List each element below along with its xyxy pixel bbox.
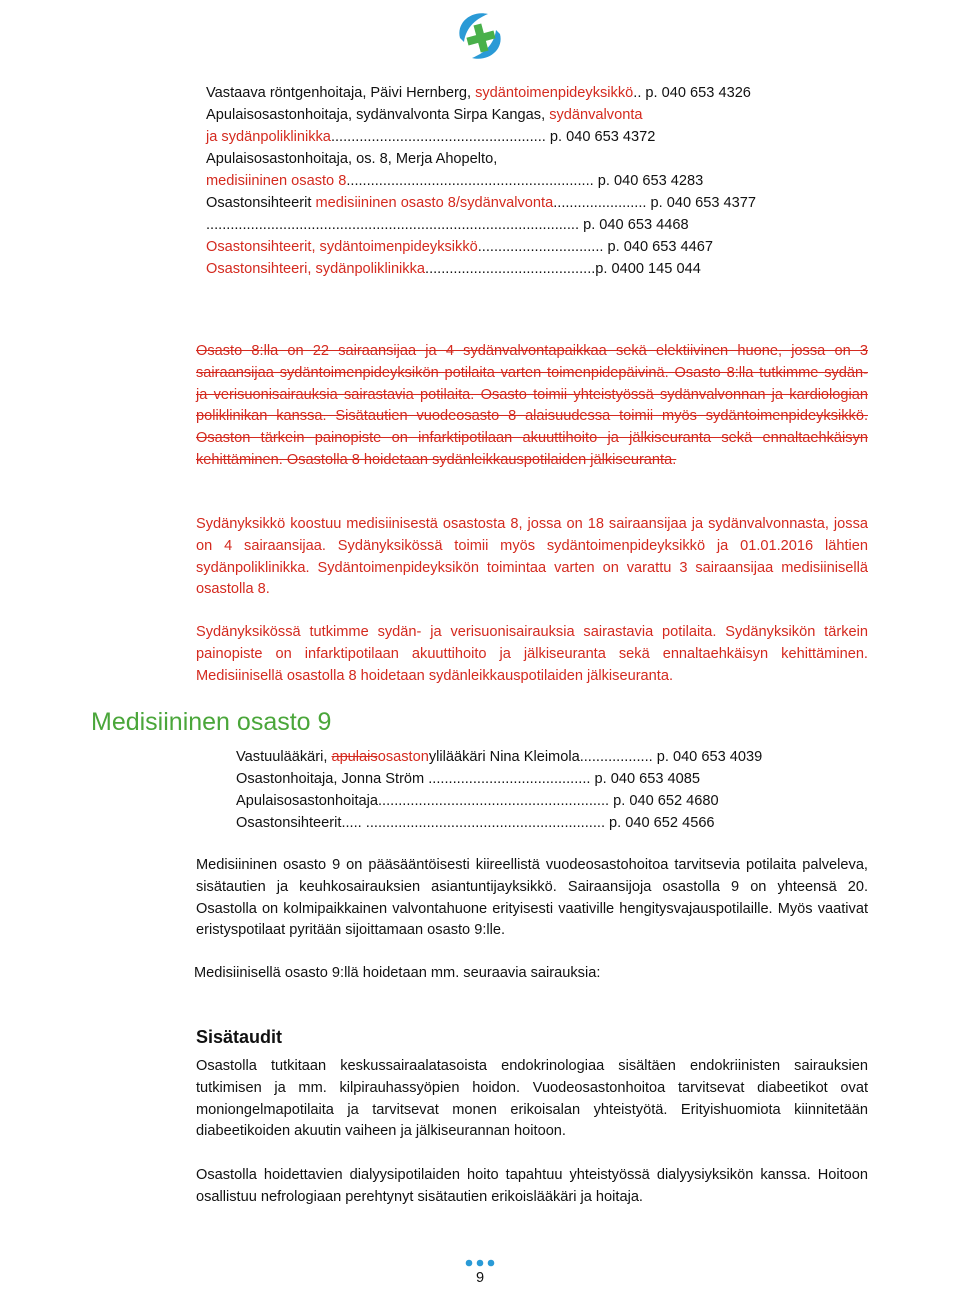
contact-line: Osastonhoitaja, Jonna Ström ........................................ p. 040 653 4085 bbox=[236, 771, 700, 787]
page-number: 9 bbox=[475, 1270, 485, 1286]
contact-line: ............................................................................................ p. 040 653 4468 bbox=[206, 217, 689, 233]
contact-line: Vastaava röntgenhoitaja, Päivi Hernberg, sydäntoimenpideyksikkö.. p. 040 653 4326 bbox=[206, 85, 751, 101]
contact-line: Apulaisosastonhoitaja......................................................... p. 040 652 4680 bbox=[236, 793, 719, 809]
sisataudit-paragraph: Osastolla tutkitaan keskussairaalatasoista endokrinologiaa sisältäen endokriinisten sairauksien tutkimisen ja mm. kilpirauhassyöpien hoidon. Vuodeosastonhoitoa tarvitsevat diabeetikot ovat moniongelmapotilaita ja tarvitsevat monen erikoisalan yhteistyötä. Erityishuomiota kiinnitetään diabeetikoiden akuutin vaiheen ja jälkiseurannan hoitoon. bbox=[196, 1058, 868, 1140]
contact-line: Osastonsihteerit, sydäntoimenpideyksikkö............................... p. 040 653 4467 bbox=[206, 239, 713, 255]
cross-star-logo-icon bbox=[448, 4, 512, 68]
contact-line: Osastonsihteerit medisiininen osasto 8/sydänvalvonta....................... p. 040 653 4377 bbox=[206, 195, 757, 211]
intro-line: Medisiinisellä osasto 9:llä hoidetaan mm. seuraavia sairauksia: bbox=[194, 965, 601, 981]
dialysis-paragraph: Osastolla hoidettavien dialyysipotilaiden hoito tapahtuu yhteistyössä dialyysiyksikön kanssa. Hoitoon osallistuu nefrologiaan perehtynyt sisätautien erikoislääkäri ja hoitaja. bbox=[196, 1167, 868, 1205]
section-heading: Medisiininen osasto 9 bbox=[91, 708, 332, 736]
red-paragraph-focus: Sydänyksikössä tutkimme sydän- ja verisuonisairauksia sairastavia potilaita. Sydänyksikön tärkein painopiste on infarktipotilaan akuuttihoito ja jälkiseuranta sekä ennaltaehkäisyn kehittäminen. Medisiinisellä osastolla 8 hoidetaan sydänleikkauspotilaiden jälkiseuranta. bbox=[196, 624, 868, 684]
contact-line: Osastonsihteeri, sydänpoliklinikka..........................................p. 0400 145 044 bbox=[206, 261, 701, 277]
ward-9-paragraph: Medisiininen osasto 9 on pääsääntöisesti kiireellistä vuodeosastohoitoa tarvitsevia potilaita palveleva, sisätautien ja keuhkosairauksien asiantuntijayksikkö. Sairaansijoja osastolla 9 on yhteensä 20. Osastolla on kolmipaikkainen valvontahuone erityisesti vaativille hengitysvajauspotilaille. Myös vaativat eristyspotilaat pyritään sijoittamaan osasto 9:lle. bbox=[196, 857, 868, 939]
top-contacts bbox=[206, 82, 826, 280]
sub-heading: Sisätaudit bbox=[196, 1027, 283, 1047]
three-dots-icon bbox=[464, 1258, 496, 1268]
struck-paragraph: Osasto 8:lla on 22 sairaansijaa ja 4 sydänvalvontapaikkaa sekä elektiivinen huone, jossa on 3 sairaansijaa sydäntoimenpideyksikön potilaita varten toimenpidepäivinä. Osasto 8:lla tutkimme sydän- ja verisuonisairauksia sairastavia potilaita. Osasto toimii yhteistyössä sydänvalvonnan ja kardiologian poliklinikan kanssa. Sisätautien vuodeosasto 8 alaisuudessa toimii myös sydäntoimenpideyksikkö. Osaston tärkein painopiste on infarktipotilaan akuuttihoito ja jälkiseuranta sekä ennaltaehkäisyn kehittäminen. Osastolla 8 hoidetaan sydänleikkauspotilaiden jälkiseuranta. bbox=[196, 343, 868, 468]
contact-line: ja sydänpoliklinikka..................................................... p. 040 653 4372 bbox=[206, 129, 656, 145]
contact-line: Osastonsihteerit..... ........................................................... p. 040 652 4566 bbox=[236, 815, 715, 831]
red-paragraph-unit: Sydänyksikkö koostuu medisiinisestä osastosta 8, jossa on 18 sairaansijaa ja sydänvalvonnasta, jossa on 4 sairaansijaa. Sydänyksikössä toimii myös sydäntoimenpideyksikkö ja 01.01.2016 lähtien sydänpoliklinikka. Sydäntoimenpideyksikön toimintaa varten on varattu 3 sairaansijaa medisiinisellä osastolla 8. bbox=[196, 516, 868, 598]
section-contacts bbox=[236, 746, 816, 834]
contact-line: Apulaisosastonhoitaja, sydänvalvonta Sirpa Kangas, sydänvalvonta bbox=[206, 107, 643, 123]
contact-line: Apulaisosastonhoitaja, os. 8, Merja Ahopelto, bbox=[206, 151, 498, 167]
contact-line: medisiininen osasto 8............................................................. p. 040 653 4283 bbox=[206, 173, 704, 189]
contact-line: Vastuulääkäri, apulaisosastonylilääkäri Nina Kleimola.................. p. 040 653 4039 bbox=[236, 749, 763, 765]
